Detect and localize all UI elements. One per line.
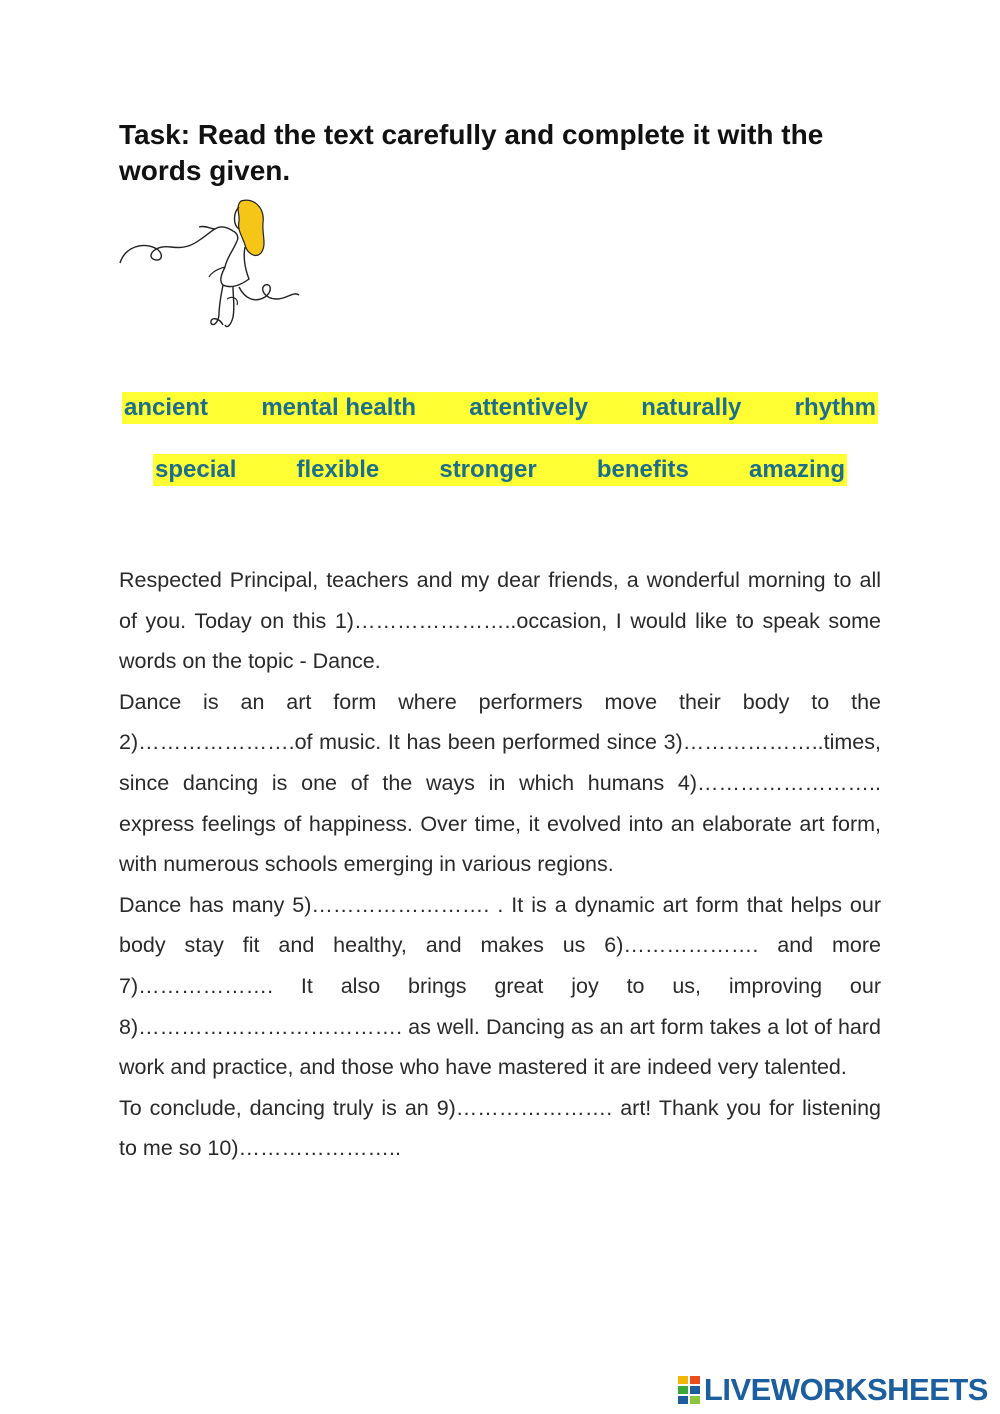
passage-paragraph-3: Dance has many 5)……………………. . It is a dynamic art form that helps our body stay fit and healthy, and makes us 6)………………. and more 7)………………. It also brings great joy to us, improving our 8)………………………………. as well. Dancing as an art form takes a lot of hard work and practice, and those who have mastered it are indeed very talented. (119, 892, 881, 1080)
word-bank-item: attentively (469, 394, 589, 421)
dancer-line-drawing-icon (115, 195, 305, 337)
word-bank-item: ancient (124, 394, 209, 421)
word-bank-row-2 (0, 454, 1000, 486)
word-bank-item: benefits (596, 456, 689, 483)
brand-name: LIVEWORKSHEETS (703, 1372, 988, 1407)
word-bank-item: stronger (439, 456, 537, 483)
word-bank-row-1 (0, 392, 1000, 424)
passage-paragraph-1: Respected Principal, teachers and my dear friends, a wonderful morning to all of you. Today on this 1)…………………..occasion, I would like to speak some words on the topic - Dance. (119, 568, 881, 674)
passage-text (119, 560, 881, 1169)
passage-paragraph-2: Dance is an art form where performers move their body to the 2)………………….of music. It has been performed since 3)………………..times, since dancing is one of the ways in which humans 4)…………………….. express feelings of happiness. Over time, it evolved into an elaborate art form, with numerous schools emerging in various regions. (119, 689, 881, 877)
liveworksheets-logo-icon (678, 1376, 700, 1404)
word-bank-highlight (153, 454, 847, 486)
word-bank-item: amazing (748, 456, 845, 483)
word-bank-item: naturally (641, 394, 742, 421)
task-title: Task: Read the text carefully and complete it with the words given. (119, 119, 824, 186)
word-bank-item: rhythm (794, 394, 876, 421)
word-bank-highlight (122, 392, 878, 424)
brand-footer[interactable] (678, 1372, 988, 1408)
passage-paragraph-4: To conclude, dancing truly is an 9)…………………. art! Thank you for listening to me so 10)………………….. (119, 1095, 881, 1161)
word-bank-item: special (155, 456, 237, 483)
word-bank-item: flexible (296, 456, 380, 483)
word-bank-item: mental health (261, 394, 417, 421)
